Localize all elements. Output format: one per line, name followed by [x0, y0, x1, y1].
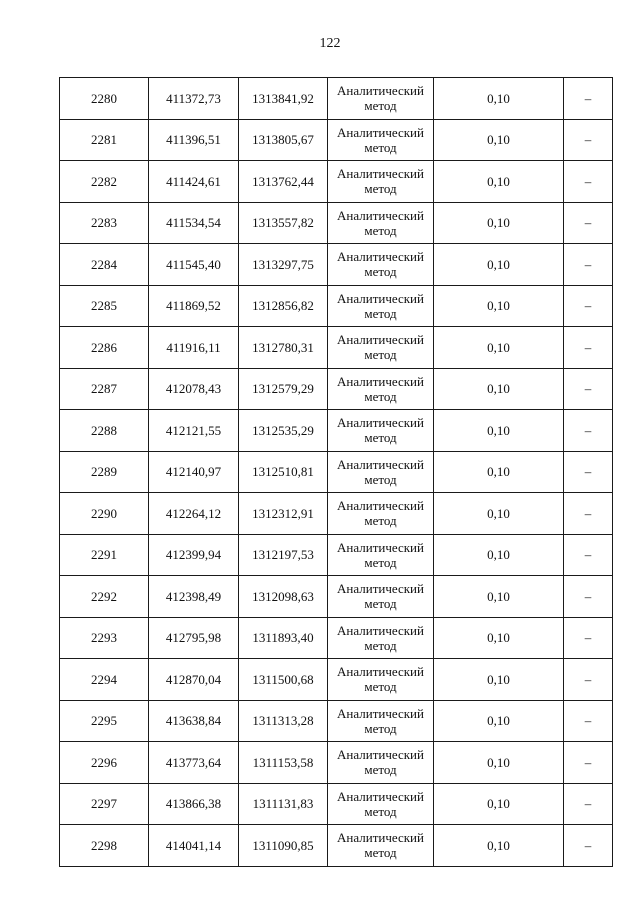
accuracy-cell: 0,10 [434, 576, 564, 618]
method-line-1: Аналитический [337, 415, 424, 431]
method-line-1: Аналитический [337, 456, 424, 472]
coordinate-x-cell: 411372,73 [149, 78, 239, 120]
method-cell [328, 617, 434, 659]
coordinate-x-cell: 412795,98 [149, 617, 239, 659]
coordinate-x-cell: 411534,54 [149, 202, 239, 244]
method-line-2: метод [364, 803, 397, 819]
method-line-1: Аналитический [337, 747, 424, 763]
method-line-1: Аналитический [337, 539, 424, 555]
method-cell [328, 742, 434, 784]
coordinate-x-cell: 412121,55 [149, 410, 239, 452]
notes-cell: – [564, 410, 613, 452]
method-cell [328, 493, 434, 535]
method-cell [328, 659, 434, 701]
point-number-cell: 2283 [60, 202, 149, 244]
accuracy-cell: 0,10 [434, 368, 564, 410]
notes-cell: – [564, 700, 613, 742]
notes-cell: – [564, 202, 613, 244]
method-line-1: Аналитический [337, 166, 424, 182]
point-number-cell: 2294 [60, 659, 149, 701]
method-line-2: метод [364, 845, 397, 861]
notes-cell: – [564, 493, 613, 535]
coordinate-x-cell: 412078,43 [149, 368, 239, 410]
accuracy-cell: 0,10 [434, 327, 564, 369]
notes-cell: – [564, 244, 613, 286]
notes-cell: – [564, 119, 613, 161]
coordinate-y-cell: 1311893,40 [239, 617, 328, 659]
coordinate-y-cell: 1313557,82 [239, 202, 328, 244]
coordinate-x-cell: 412870,04 [149, 659, 239, 701]
method-line-1: Аналитический [337, 705, 424, 721]
coordinate-x-cell: 412399,94 [149, 534, 239, 576]
method-line-1: Аналитический [337, 332, 424, 348]
accuracy-cell: 0,10 [434, 493, 564, 535]
table-row [60, 451, 613, 493]
notes-cell: – [564, 78, 613, 120]
coordinate-y-cell: 1313805,67 [239, 119, 328, 161]
point-number-cell: 2287 [60, 368, 149, 410]
table-row [60, 783, 613, 825]
coordinate-x-cell: 413773,64 [149, 742, 239, 784]
table-row [60, 659, 613, 701]
method-line-1: Аналитический [337, 83, 424, 99]
table-row [60, 410, 613, 452]
point-number-cell: 2293 [60, 617, 149, 659]
point-number-cell: 2289 [60, 451, 149, 493]
table-row [60, 161, 613, 203]
point-number-cell: 2292 [60, 576, 149, 618]
accuracy-cell: 0,10 [434, 410, 564, 452]
method-cell [328, 78, 434, 120]
method-line-2: метод [364, 554, 397, 570]
table-row [60, 285, 613, 327]
accuracy-cell: 0,10 [434, 244, 564, 286]
method-cell [328, 327, 434, 369]
method-cell [328, 451, 434, 493]
notes-cell: – [564, 783, 613, 825]
coordinate-y-cell: 1312197,53 [239, 534, 328, 576]
method-cell [328, 783, 434, 825]
notes-cell: – [564, 742, 613, 784]
table-row [60, 742, 613, 784]
accuracy-cell: 0,10 [434, 825, 564, 867]
point-number-cell: 2284 [60, 244, 149, 286]
notes-cell: – [564, 161, 613, 203]
method-line-1: Аналитический [337, 830, 424, 846]
table-row [60, 327, 613, 369]
accuracy-cell: 0,10 [434, 202, 564, 244]
accuracy-cell: 0,10 [434, 161, 564, 203]
method-line-2: метод [364, 637, 397, 653]
notes-cell: – [564, 451, 613, 493]
coordinate-y-cell: 1313841,92 [239, 78, 328, 120]
point-number-cell: 2280 [60, 78, 149, 120]
coordinate-x-cell: 412140,97 [149, 451, 239, 493]
coordinate-y-cell: 1312312,91 [239, 493, 328, 535]
coordinates-table-body [60, 78, 613, 867]
method-cell [328, 368, 434, 410]
table-row [60, 244, 613, 286]
method-line-2: метод [364, 222, 397, 238]
method-line-1: Аналитический [337, 373, 424, 389]
coordinate-y-cell: 1311153,58 [239, 742, 328, 784]
coordinate-y-cell: 1312579,29 [239, 368, 328, 410]
notes-cell: – [564, 534, 613, 576]
method-line-1: Аналитический [337, 290, 424, 306]
coordinate-x-cell: 412264,12 [149, 493, 239, 535]
method-line-2: метод [364, 347, 397, 363]
coordinate-y-cell: 1312535,29 [239, 410, 328, 452]
coordinate-y-cell: 1311090,85 [239, 825, 328, 867]
coordinate-x-cell: 413866,38 [149, 783, 239, 825]
point-number-cell: 2282 [60, 161, 149, 203]
point-number-cell: 2290 [60, 493, 149, 535]
method-line-1: Аналитический [337, 664, 424, 680]
point-number-cell: 2297 [60, 783, 149, 825]
table-row [60, 534, 613, 576]
method-line-1: Аналитический [337, 622, 424, 638]
table-row [60, 825, 613, 867]
method-line-1: Аналитический [337, 498, 424, 514]
coordinate-y-cell: 1312098,63 [239, 576, 328, 618]
method-line-1: Аналитический [337, 788, 424, 804]
notes-cell: – [564, 327, 613, 369]
notes-cell: – [564, 368, 613, 410]
notes-cell: – [564, 617, 613, 659]
coordinate-y-cell: 1312510,81 [239, 451, 328, 493]
coordinate-x-cell: 411396,51 [149, 119, 239, 161]
point-number-cell: 2286 [60, 327, 149, 369]
method-line-2: метод [364, 98, 397, 114]
coordinate-x-cell: 411545,40 [149, 244, 239, 286]
method-line-2: метод [364, 181, 397, 197]
accuracy-cell: 0,10 [434, 617, 564, 659]
accuracy-cell: 0,10 [434, 742, 564, 784]
coordinate-x-cell: 412398,49 [149, 576, 239, 618]
coordinate-x-cell: 413638,84 [149, 700, 239, 742]
point-number-cell: 2288 [60, 410, 149, 452]
coordinate-x-cell: 411916,11 [149, 327, 239, 369]
method-cell [328, 700, 434, 742]
coordinate-x-cell: 411869,52 [149, 285, 239, 327]
method-line-1: Аналитический [337, 249, 424, 265]
method-line-1: Аналитический [337, 207, 424, 223]
point-number-cell: 2285 [60, 285, 149, 327]
point-number-cell: 2281 [60, 119, 149, 161]
accuracy-cell: 0,10 [434, 534, 564, 576]
notes-cell: – [564, 576, 613, 618]
table-row [60, 119, 613, 161]
coordinate-x-cell: 414041,14 [149, 825, 239, 867]
accuracy-cell: 0,10 [434, 783, 564, 825]
method-cell [328, 534, 434, 576]
accuracy-cell: 0,10 [434, 659, 564, 701]
method-line-2: метод [364, 305, 397, 321]
method-line-2: метод [364, 264, 397, 280]
method-cell [328, 410, 434, 452]
table-row [60, 202, 613, 244]
accuracy-cell: 0,10 [434, 700, 564, 742]
notes-cell: – [564, 659, 613, 701]
method-line-1: Аналитический [337, 124, 424, 140]
point-number-cell: 2296 [60, 742, 149, 784]
method-cell [328, 576, 434, 618]
method-line-1: Аналитический [337, 581, 424, 597]
coordinate-y-cell: 1312780,31 [239, 327, 328, 369]
notes-cell: – [564, 285, 613, 327]
accuracy-cell: 0,10 [434, 451, 564, 493]
coordinate-y-cell: 1312856,82 [239, 285, 328, 327]
coordinate-x-cell: 411424,61 [149, 161, 239, 203]
coordinate-y-cell: 1311313,28 [239, 700, 328, 742]
notes-cell: – [564, 825, 613, 867]
table-row [60, 78, 613, 120]
accuracy-cell: 0,10 [434, 78, 564, 120]
method-cell [328, 825, 434, 867]
table-row [60, 700, 613, 742]
coordinates-table [59, 77, 613, 867]
method-line-2: метод [364, 388, 397, 404]
method-cell [328, 202, 434, 244]
method-cell [328, 244, 434, 286]
table-row [60, 617, 613, 659]
page-number: 122 [319, 36, 341, 51]
point-number-cell: 2295 [60, 700, 149, 742]
method-line-2: метод [364, 139, 397, 155]
method-line-2: метод [364, 471, 397, 487]
point-number-cell: 2291 [60, 534, 149, 576]
method-line-2: метод [364, 513, 397, 529]
method-line-2: метод [364, 762, 397, 778]
table-row [60, 493, 613, 535]
method-cell [328, 119, 434, 161]
method-cell [328, 285, 434, 327]
point-number-cell: 2298 [60, 825, 149, 867]
accuracy-cell: 0,10 [434, 119, 564, 161]
table-row [60, 368, 613, 410]
coordinate-y-cell: 1311500,68 [239, 659, 328, 701]
method-line-2: метод [364, 679, 397, 695]
method-cell [328, 161, 434, 203]
method-line-2: метод [364, 720, 397, 736]
coordinate-y-cell: 1313762,44 [239, 161, 328, 203]
table-row [60, 576, 613, 618]
accuracy-cell: 0,10 [434, 285, 564, 327]
method-line-2: метод [364, 430, 397, 446]
method-line-2: метод [364, 596, 397, 612]
coordinate-y-cell: 1313297,75 [239, 244, 328, 286]
coordinate-y-cell: 1311131,83 [239, 783, 328, 825]
